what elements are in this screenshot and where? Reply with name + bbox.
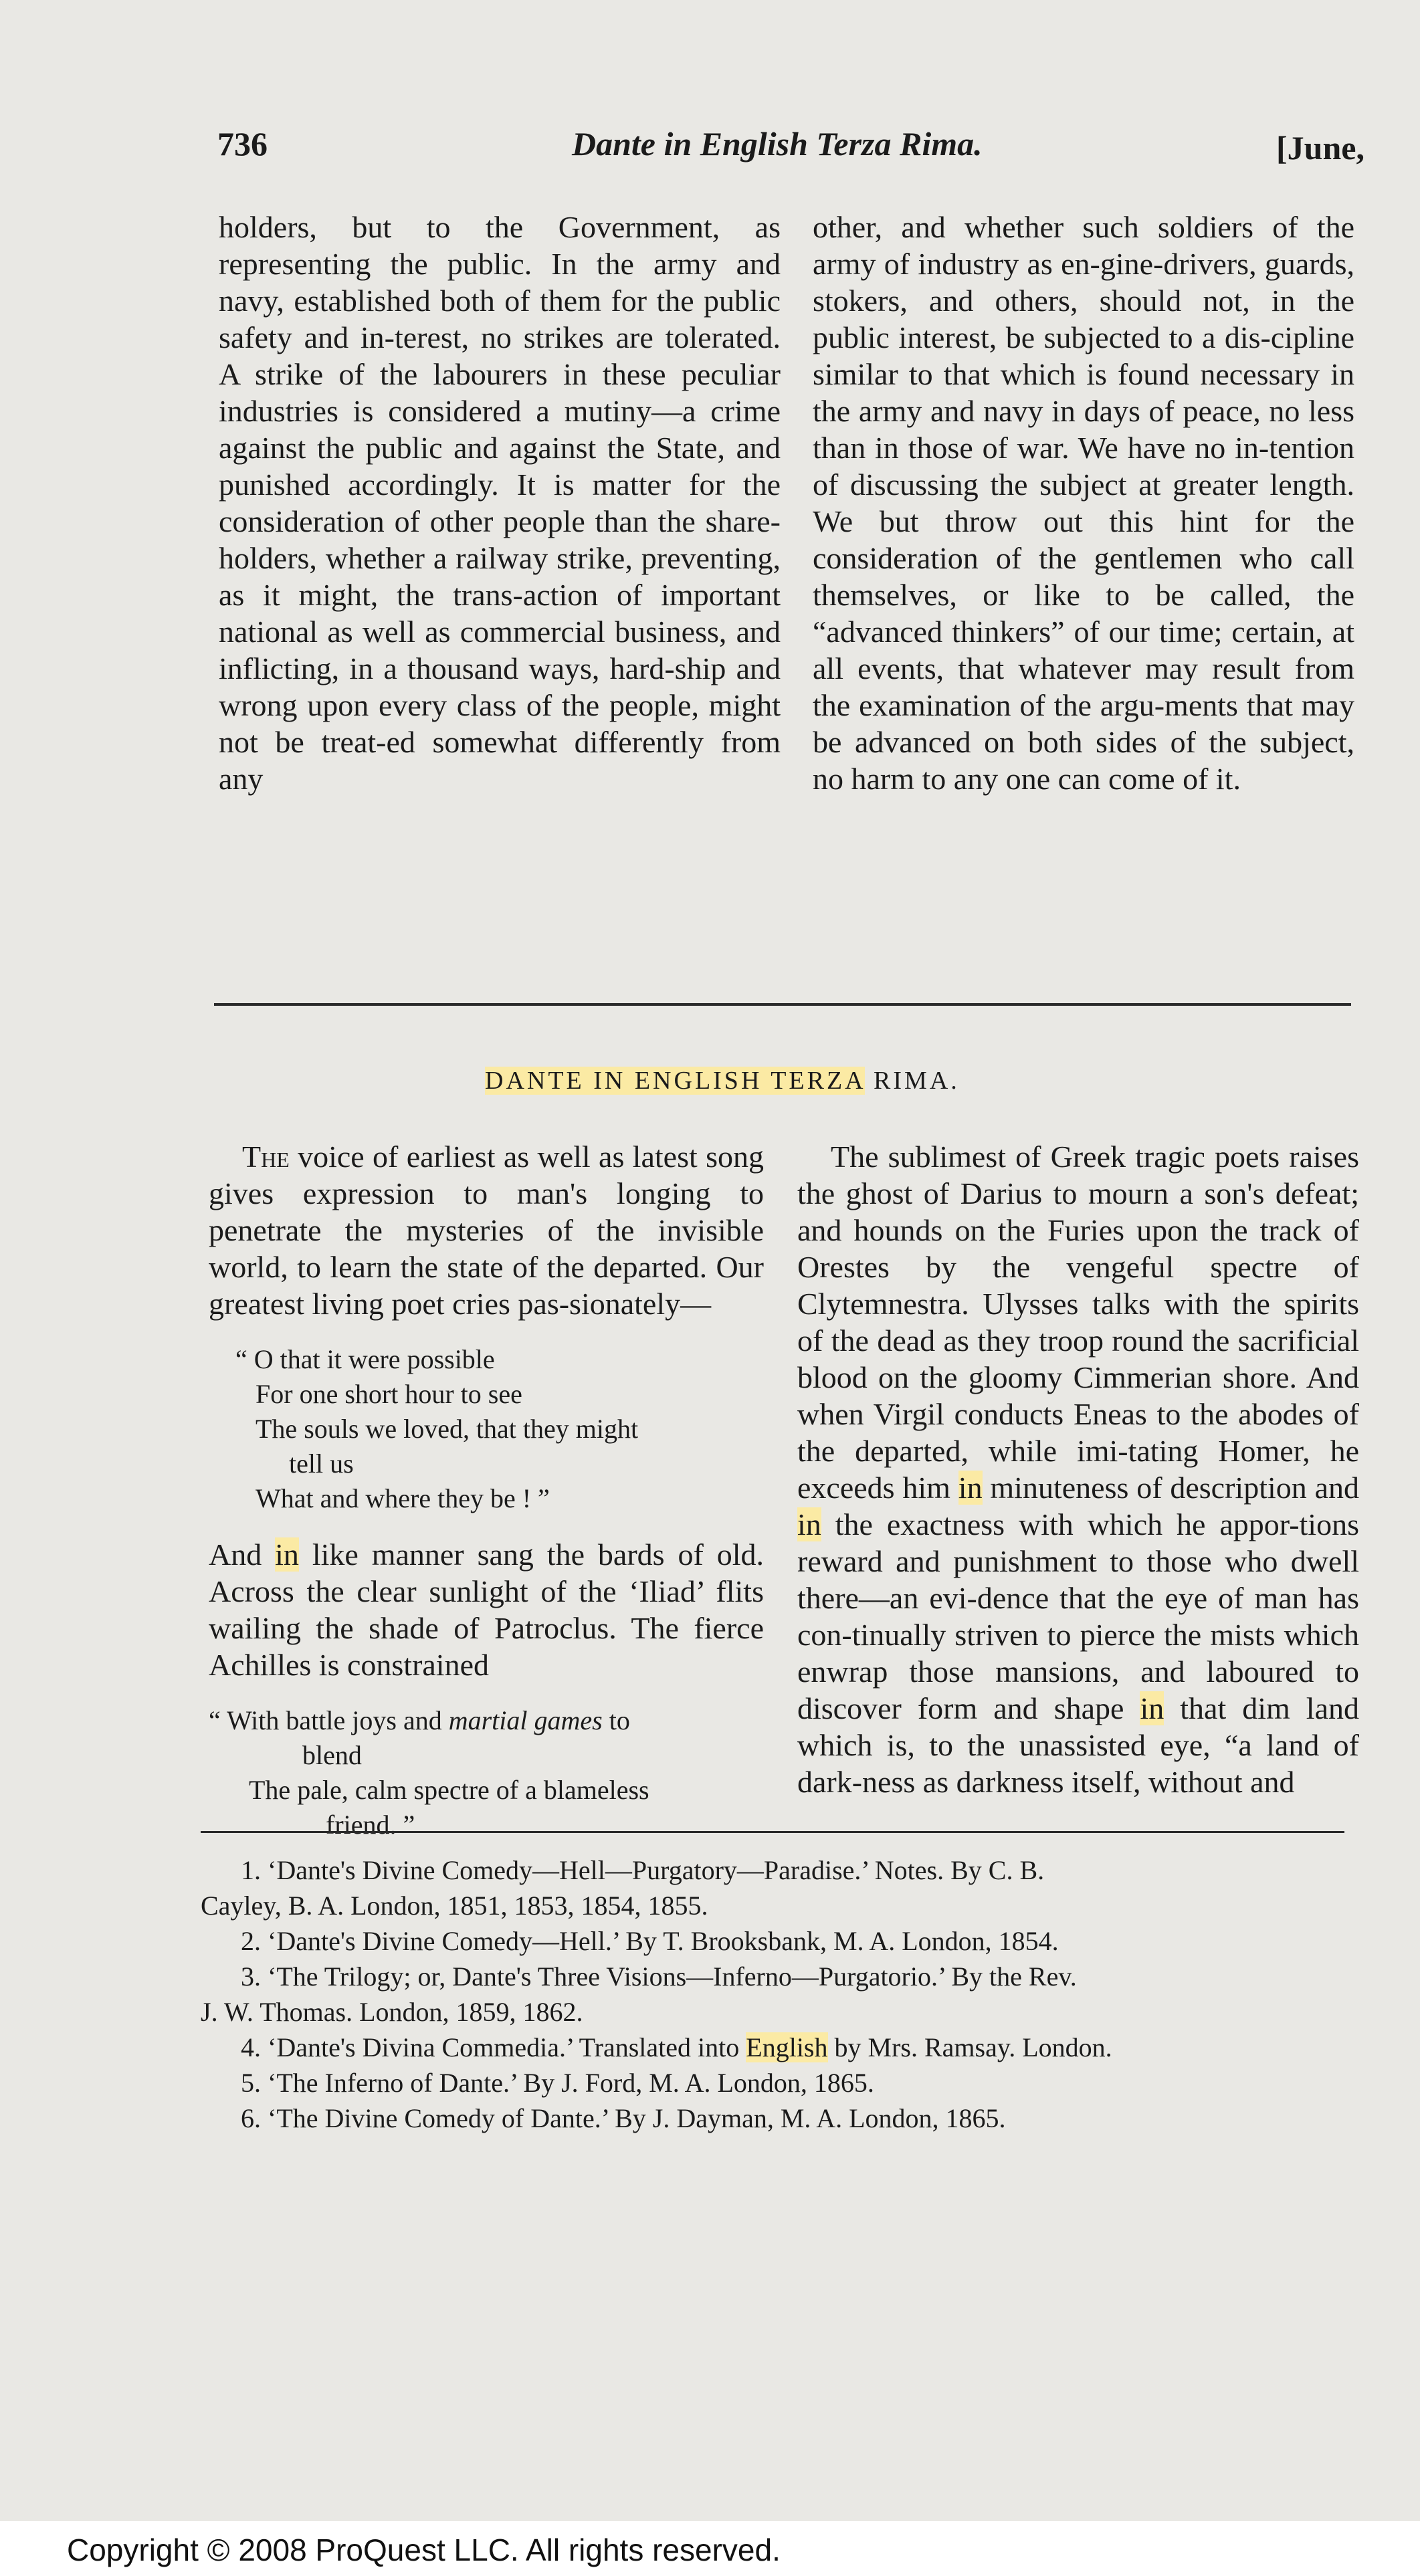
- right-text-3: the exactness with which he appor-tions reward and punishment to those who dwell there—an evi-dence that the eye of man has con-tinually striven to pierce the mists which enwrap those mansions, and laboured to discover form and shape: [797, 1507, 1359, 1725]
- right-text-2: minuteness of description and: [982, 1471, 1359, 1505]
- bottom-right-column: [797, 1138, 1359, 1800]
- footnote-6: 6. ‘The Divine Comedy of Dante.’ By J. Dayman, M. A. London, 1865.: [241, 2103, 1006, 2133]
- verse-line-start: “ With battle joys and: [209, 1705, 449, 1735]
- verse-line: What and where they be ! ”: [256, 1483, 550, 1513]
- verse-line-end: to: [602, 1705, 630, 1735]
- search-highlight: DANTE IN ENGLISH TERZA: [485, 1067, 865, 1095]
- top-left-column: [219, 209, 781, 797]
- page-number: 736: [217, 125, 268, 163]
- search-highlight: in: [958, 1471, 983, 1505]
- footnote-1-cont: Cayley, B. A. London, 1851, 1853, 1854, 1855.: [201, 1891, 708, 1921]
- right-paragraph: [797, 1138, 1359, 1800]
- verse-line: The souls we loved, that they might: [256, 1414, 639, 1444]
- verse-quote-2: [209, 1703, 764, 1842]
- verse-line: For one short hour to see: [256, 1379, 522, 1409]
- right-text-4: that dim land which is, to the unassisted eye, “a land of dark-ness as darkness itself, without and: [797, 1691, 1359, 1799]
- verse-italic: martial games: [448, 1705, 603, 1735]
- search-highlight: in: [275, 1537, 299, 1572]
- verse-line: friend. ”: [326, 1810, 415, 1840]
- running-title: Dante in English Terza Rima.: [572, 125, 983, 163]
- paragraph-2-start: And: [209, 1537, 276, 1572]
- section-divider: [214, 1003, 1351, 1006]
- section-title: [485, 1066, 960, 1095]
- footnote-4-start: 4. ‘Dante's Divina Commedia.’ Translated into: [241, 2032, 746, 2062]
- copyright-notice: Copyright © 2008 ProQuest LLC. All rights reserved.: [67, 2533, 781, 2567]
- search-highlight: in: [1140, 1691, 1164, 1725]
- verse-line: The pale, calm spectre of a blameless: [249, 1775, 649, 1805]
- verse-line: tell us: [289, 1448, 354, 1479]
- footnote-1: 1. ‘Dante's Divine Comedy—Hell—Purgatory—Paradise.’ Notes. By C. B.: [241, 1855, 1045, 1885]
- paragraph-2: [209, 1536, 764, 1683]
- section-title-rest: RIMA.: [864, 1067, 960, 1095]
- top-right-column: [813, 209, 1354, 797]
- paragraph-2-text: like manner sang the bards of old. Across the clear sunlight of the ‘Iliad’ flits wailing the shade of Patroclus. The fierce Achilles is constrained: [209, 1537, 764, 1682]
- intro-small-caps: The: [242, 1140, 290, 1174]
- top-right-paragraph: other, and whether such soldiers of the army of industry as en-gine-drivers, guards, stokers, and others, should not, in the public interest, be subjected to a dis-cipline similar to that which is found necessary in the army and navy in days of peace, no less than in those of war. We have no in-tention of discussing the subject at greater length. We but throw out this hint for the consideration of the gentlemen who call themselves, or like to be called, the “advanced thinkers” of our time; certain, at all events, that whatever may result from the examination of the argu-ments that may be advanced on both sides of the subject, no harm to any one can come of it.: [813, 210, 1354, 796]
- top-left-paragraph: holders, but to the Government, as representing the public. In the army and navy, established both of them for the public safety and in-terest, no strikes are tolerated. A strike of the labourers in these peculiar industries is considered a mutiny—a crime against the public and against the State, and punished accordingly. It is matter for the consideration of other people than the share-holders, whether a railway strike, preventing, as it might, the trans-action of important national as well as commercial business, and inflicting, in a thousand ways, hard-ship and wrong upon every class of the people, might not be treat-ed somewhat differently from any: [219, 210, 781, 796]
- verse-line: [209, 1703, 764, 1738]
- search-highlight: English: [746, 2032, 828, 2062]
- footnote-4-end: by Mrs. Ramsay. London.: [827, 2032, 1112, 2062]
- verse-line: “ O that it were possible: [235, 1344, 495, 1374]
- bottom-left-column: [209, 1138, 764, 1862]
- verse-line: blend: [302, 1740, 362, 1770]
- footnote-divider: [201, 1831, 1344, 1833]
- running-date: [June,: [1276, 129, 1364, 167]
- intro-text: voice of earliest as well as latest song gives expression to man's longing to penetrate the mysteries of the invisible world, to learn the state of the departed. Our greatest living poet cries pas-sionately—: [209, 1140, 764, 1321]
- footnote-3: 3. ‘The Trilogy; or, Dante's Three Visions—Inferno—Purgatorio.’ By the Rev.: [241, 1961, 1077, 1992]
- intro-paragraph: [209, 1138, 764, 1322]
- right-text-1: The sublimest of Greek tragic poets raises the ghost of Darius to mourn a son's defeat; and hounds on the Furies upon the track of Orestes by the vengeful spectre of Clytemnestra. Ulysses talks with the spirits of the dead as they troop round the sacrificial blood on the gloomy Cimmerian shore. And when Virgil conducts Eneas to the abodes of the departed, while imi-tating Homer, he exceeds him: [797, 1140, 1359, 1505]
- footnote-3-cont: J. W. Thomas. London, 1859, 1862.: [201, 1997, 583, 2027]
- search-highlight: in: [797, 1507, 821, 1541]
- footnote-5: 5. ‘The Inferno of Dante.’ By J. Ford, M. A. London, 1865.: [241, 2068, 874, 2098]
- footnotes: [201, 1852, 1344, 2136]
- footnote-4: [201, 2030, 1344, 2065]
- verse-quote-1: [209, 1342, 764, 1516]
- footnote-2: 2. ‘Dante's Divine Comedy—Hell.’ By T. Brooksbank, M. A. London, 1854.: [241, 1926, 1059, 1956]
